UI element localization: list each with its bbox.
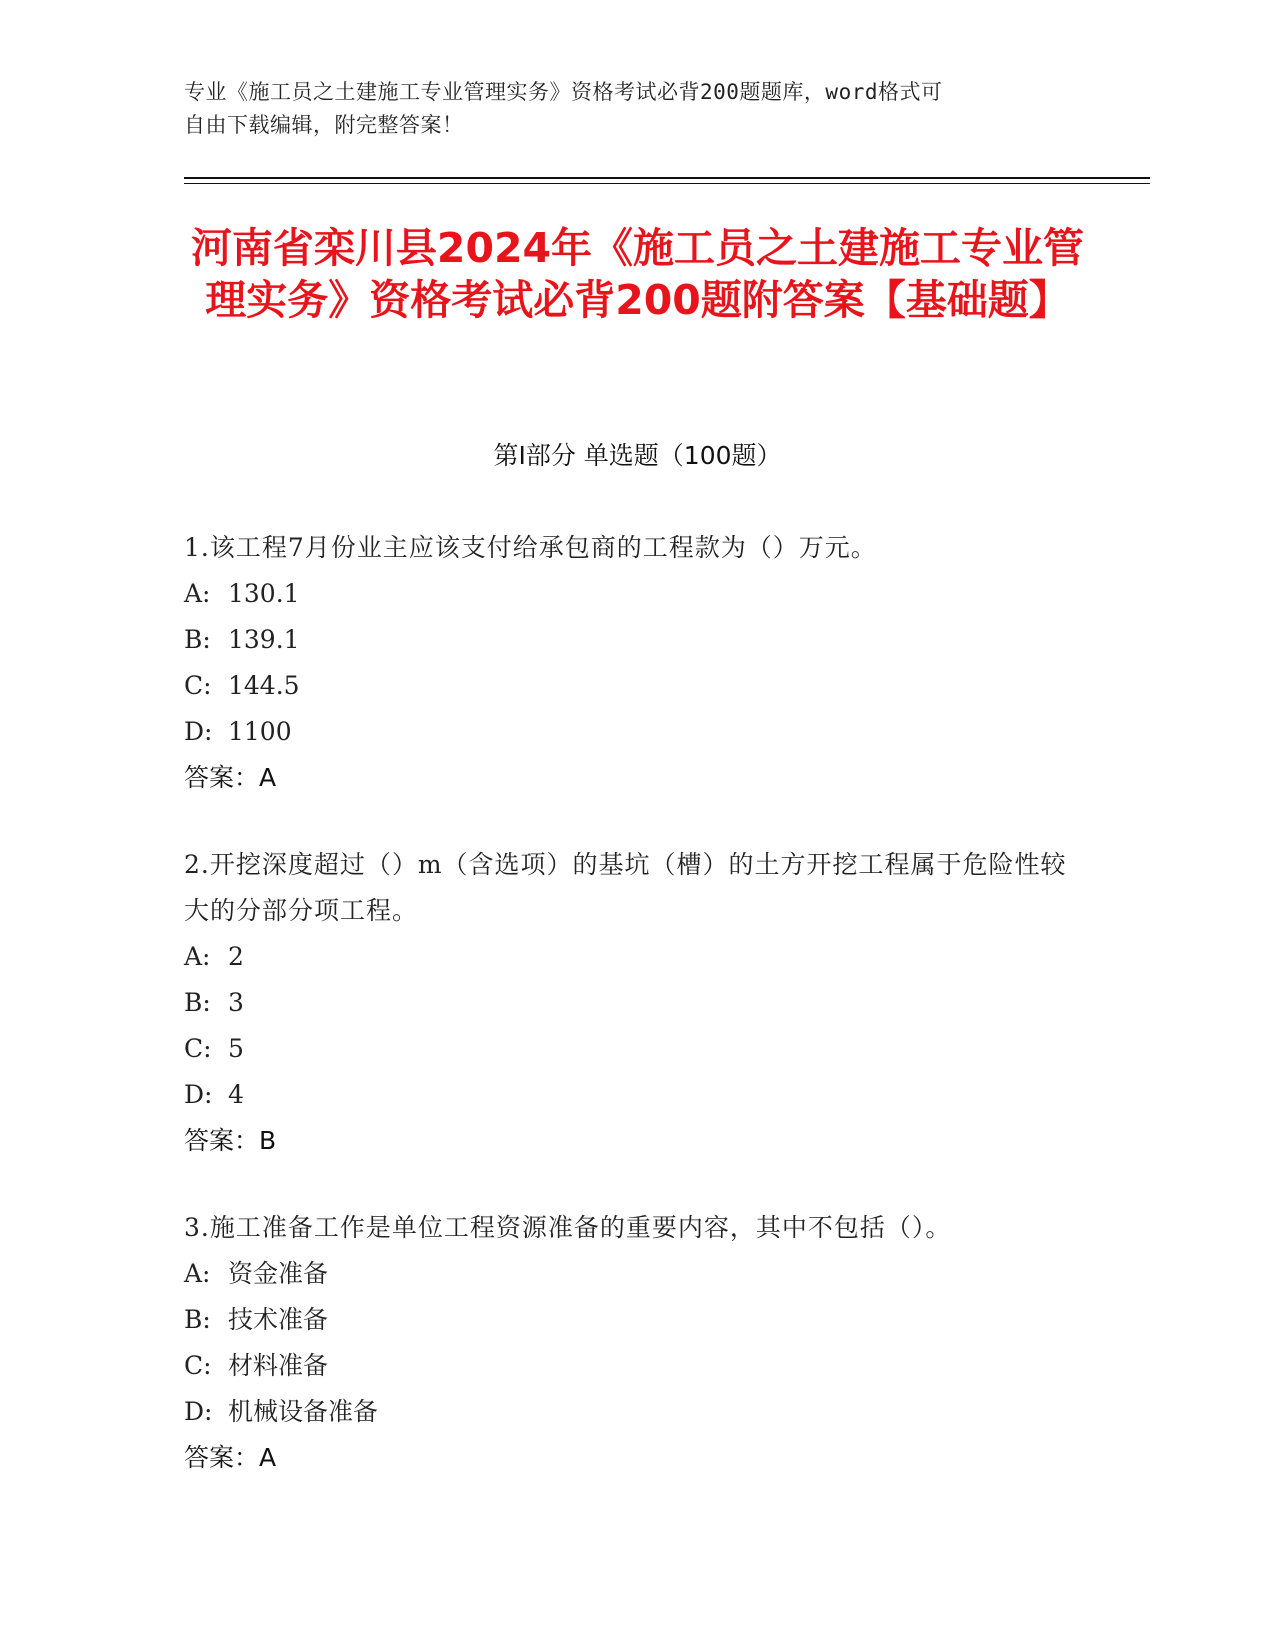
- option-letter: A:: [184, 579, 211, 608]
- option-a: [184, 1251, 1084, 1297]
- option-letter: D:: [184, 717, 213, 746]
- option-text: 139.1: [228, 625, 300, 654]
- option-letter: A:: [184, 942, 211, 971]
- header-divider-thin: [184, 183, 1150, 184]
- option-letter: C:: [184, 1034, 212, 1063]
- option-letter: B:: [184, 988, 211, 1017]
- option-a: [184, 571, 1084, 617]
- option-letter: D:: [184, 1080, 213, 1109]
- option-text: 机械设备准备: [228, 1397, 379, 1426]
- option-a: [184, 934, 1084, 980]
- option-b: [184, 980, 1084, 1026]
- option-letter: A:: [184, 1259, 211, 1288]
- option-text: 3: [228, 988, 244, 1017]
- question-stem: 2.开挖深度超过（）m（含选项）的基坑（槽）的土方开挖工程属于危险性较大的分部分项工程。: [184, 850, 1067, 925]
- option-c: [184, 663, 1084, 709]
- header-note-line-1: 专业《施工员之土建施工专业管理实务》资格考试必背200题题库，word格式可: [184, 80, 943, 104]
- question-2: [184, 842, 1084, 1164]
- question-stem: 3.施工准备工作是单位工程资源准备的重要内容，其中不包括（）。: [184, 1213, 952, 1242]
- option-text: 材料准备: [228, 1351, 329, 1380]
- option-text: 5: [228, 1034, 244, 1063]
- option-d: [184, 1389, 1084, 1435]
- option-letter: C:: [184, 671, 212, 700]
- option-text: 技术准备: [228, 1305, 329, 1334]
- option-b: [184, 1297, 1084, 1343]
- answer-line: 答案：A: [184, 1443, 277, 1472]
- option-c: [184, 1343, 1084, 1389]
- question-stem: 1.该工程7月份业主应该支付给承包商的工程款为（）万元。: [184, 533, 877, 562]
- option-b: [184, 617, 1084, 663]
- option-letter: B:: [184, 625, 211, 654]
- option-letter: C:: [184, 1351, 212, 1380]
- document-title: 河南省栾川县2024年《施工员之土建施工专业管理实务》资格考试必背200题附答案【基础题】: [190, 224, 1085, 324]
- option-d: [184, 1072, 1084, 1118]
- section-heading: 第I部分 单选题（100题）: [493, 441, 782, 470]
- answer-line: 答案：A: [184, 763, 277, 792]
- header-note-line-2: 自由下载编辑，附完整答案！: [184, 113, 464, 137]
- option-text: 130.1: [228, 579, 300, 608]
- option-text: 资金准备: [228, 1259, 329, 1288]
- question-1: [184, 525, 1084, 801]
- option-text: 1100: [228, 717, 292, 746]
- option-letter: B:: [184, 1305, 211, 1334]
- option-d: [184, 709, 1084, 755]
- question-3: [184, 1205, 1084, 1481]
- option-text: 144.5: [228, 671, 300, 700]
- option-text: 2: [228, 942, 244, 971]
- answer-line: 答案：B: [184, 1126, 277, 1155]
- option-text: 4: [228, 1080, 244, 1109]
- option-c: [184, 1026, 1084, 1072]
- option-letter: D:: [184, 1397, 213, 1426]
- header-note: [184, 76, 1064, 142]
- header-divider-thick: [184, 177, 1150, 179]
